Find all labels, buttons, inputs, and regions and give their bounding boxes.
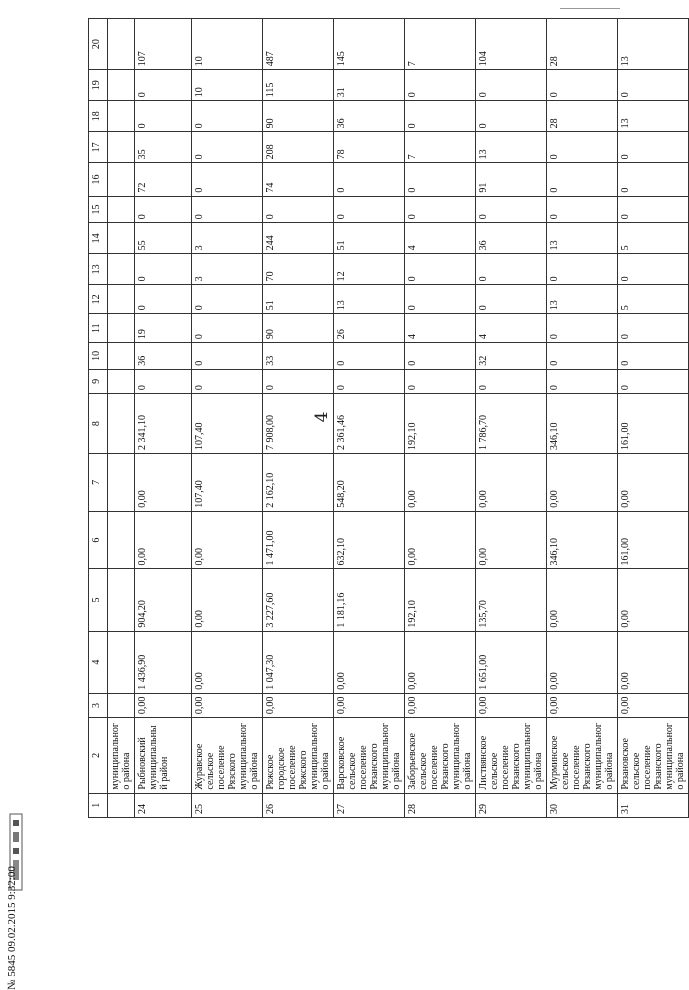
header-cell: 16 — [89, 163, 108, 196]
value-cell: 632,10 — [334, 511, 405, 569]
value-cell: 0,00 — [476, 511, 547, 569]
value-cell: 0 — [547, 70, 618, 101]
value-cell: 0,00 — [547, 631, 618, 693]
header-cell: 13 — [89, 254, 108, 285]
continuation-empty — [108, 511, 135, 569]
value-cell: 0 — [476, 369, 547, 393]
header-cell: 17 — [89, 132, 108, 163]
value-cell: 135,70 — [476, 569, 547, 631]
value-cell: 0 — [192, 196, 263, 223]
value-cell: 0,00 — [547, 693, 618, 717]
value-cell: 115 — [263, 70, 334, 101]
value-cell: 36 — [135, 343, 192, 370]
value-cell: 2 162,10 — [263, 454, 334, 512]
table-row — [135, 19, 192, 818]
continuation-empty — [108, 254, 135, 285]
municipality-name-cell: Варсковское сельское поселение Рязанского муниципального района — [334, 718, 405, 793]
row-number-cell: 24 — [135, 793, 192, 817]
value-cell: 91 — [476, 163, 547, 196]
value-cell: 2 341,10 — [135, 394, 192, 454]
value-cell: 0 — [476, 70, 547, 101]
municipality-name-cell: Журавское сельское поселение Рязского муниципального района — [192, 718, 263, 793]
value-cell: 78 — [334, 132, 405, 163]
table-row — [263, 19, 334, 818]
value-cell: 0,00 — [476, 693, 547, 717]
value-cell: 0 — [192, 369, 263, 393]
value-cell: 107 — [135, 19, 192, 70]
continuation-row — [108, 19, 135, 818]
value-cell: 12 — [334, 254, 405, 285]
continuation-empty — [108, 285, 135, 314]
continuation-empty — [108, 631, 135, 693]
value-cell: 548,20 — [334, 454, 405, 512]
value-cell: 0 — [618, 369, 689, 393]
value-cell: 0 — [405, 101, 476, 132]
value-cell: 26 — [334, 314, 405, 343]
value-cell: 0 — [135, 369, 192, 393]
value-cell: 0,00 — [192, 511, 263, 569]
value-cell: 0 — [405, 285, 476, 314]
municipality-name-cell: Ряжское городское поселение Ряжского муниципального района — [263, 718, 334, 793]
value-cell: 36 — [334, 101, 405, 132]
value-cell: 0,00 — [263, 693, 334, 717]
value-cell: 32 — [476, 343, 547, 370]
continuation-empty — [108, 569, 135, 631]
value-cell: 4 — [476, 314, 547, 343]
header-cell: 20 — [89, 19, 108, 70]
value-cell: 0,00 — [618, 454, 689, 512]
value-cell: 1 436,90 — [135, 631, 192, 693]
continuation-empty — [108, 19, 135, 70]
header-cell: 3 — [89, 693, 108, 717]
continuation-empty — [108, 314, 135, 343]
value-cell: 0 — [405, 254, 476, 285]
value-cell: 0 — [618, 132, 689, 163]
value-cell: 0 — [192, 101, 263, 132]
value-cell: 0 — [618, 314, 689, 343]
value-cell: 36 — [476, 223, 547, 254]
value-cell: 0 — [405, 70, 476, 101]
value-cell: 0 — [192, 163, 263, 196]
continuation-empty — [108, 793, 135, 817]
continuation-empty — [108, 70, 135, 101]
value-cell: 70 — [263, 254, 334, 285]
value-cell: 0 — [135, 196, 192, 223]
value-cell: 0 — [263, 196, 334, 223]
value-cell: 0,00 — [618, 693, 689, 717]
stamp-registration-text: № 5845 09.02.2015 9:32:00 — [6, 866, 18, 990]
value-cell: 0 — [135, 70, 192, 101]
value-cell: 161,00 — [618, 511, 689, 569]
value-cell: 0 — [192, 314, 263, 343]
page-number: 4 — [312, 411, 332, 423]
municipality-name-cell: Мурминское сельское поселение Рязанского муниципального района — [547, 718, 618, 793]
value-cell: 13 — [618, 101, 689, 132]
continuation-empty — [108, 223, 135, 254]
value-cell: 0,00 — [334, 631, 405, 693]
value-cell: 0,00 — [618, 631, 689, 693]
value-cell: 0 — [334, 196, 405, 223]
value-cell: 10 — [192, 19, 263, 70]
value-cell: 31 — [334, 70, 405, 101]
data-table — [88, 18, 689, 818]
value-cell: 0 — [192, 343, 263, 370]
value-cell: 0,00 — [192, 693, 263, 717]
value-cell: 0 — [547, 343, 618, 370]
continuation-empty — [108, 693, 135, 717]
table-row — [192, 19, 263, 818]
value-cell: 0 — [405, 196, 476, 223]
value-cell: 104 — [476, 19, 547, 70]
value-cell: 0 — [192, 285, 263, 314]
value-cell: 0,00 — [135, 693, 192, 717]
value-cell: 0 — [476, 196, 547, 223]
value-cell: 0 — [334, 343, 405, 370]
value-cell: 0 — [135, 285, 192, 314]
value-cell: 0 — [405, 369, 476, 393]
value-cell: 0,00 — [192, 569, 263, 631]
value-cell: 10 — [192, 70, 263, 101]
continuation-empty — [108, 101, 135, 132]
value-cell: 107,40 — [192, 394, 263, 454]
value-cell: 0 — [135, 101, 192, 132]
continuation-empty — [108, 196, 135, 223]
header-cell: 18 — [89, 101, 108, 132]
value-cell: 1 471,00 — [263, 511, 334, 569]
value-cell: 3 — [192, 223, 263, 254]
value-cell: 0,00 — [547, 454, 618, 512]
header-cell: 10 — [89, 343, 108, 370]
value-cell: 0 — [618, 343, 689, 370]
continuation-empty — [108, 132, 135, 163]
value-cell: 0 — [618, 196, 689, 223]
value-cell: 72 — [135, 163, 192, 196]
row-number-cell: 27 — [334, 793, 405, 817]
value-cell: 74 — [263, 163, 334, 196]
table-row — [334, 19, 405, 818]
value-cell: 208 — [263, 132, 334, 163]
continuation-label: муниципального района — [108, 718, 135, 793]
municipality-name-cell: Рыбновский муниципальный район — [135, 718, 192, 793]
value-cell: 904,20 — [135, 569, 192, 631]
header-cell: 5 — [89, 569, 108, 631]
table-row — [476, 19, 547, 818]
value-cell: 51 — [334, 223, 405, 254]
header-cell: 14 — [89, 223, 108, 254]
value-cell: 0,00 — [547, 569, 618, 631]
value-cell: 1 651,00 — [476, 631, 547, 693]
value-cell: 0,00 — [192, 631, 263, 693]
value-cell: 0 — [618, 254, 689, 285]
value-cell: 107,40 — [192, 454, 263, 512]
header-cell: 12 — [89, 285, 108, 314]
value-cell: 19 — [135, 314, 192, 343]
header-cell: 7 — [89, 454, 108, 512]
row-number-cell: 30 — [547, 793, 618, 817]
header-cell: 2 — [89, 718, 108, 793]
header-row — [89, 19, 108, 818]
scan-artifact-line — [560, 8, 620, 9]
value-cell: 0 — [405, 343, 476, 370]
value-cell: 0 — [334, 163, 405, 196]
value-cell: 13 — [618, 19, 689, 70]
value-cell: 0 — [547, 369, 618, 393]
value-cell: 192,10 — [405, 394, 476, 454]
value-cell: 0,00 — [405, 511, 476, 569]
value-cell: 5 — [618, 285, 689, 314]
value-cell: 35 — [135, 132, 192, 163]
value-cell: 0,00 — [405, 631, 476, 693]
value-cell: 13 — [334, 285, 405, 314]
row-number-cell: 26 — [263, 793, 334, 817]
header-cell: 6 — [89, 511, 108, 569]
value-cell: 33 — [263, 343, 334, 370]
value-cell: 0 — [476, 101, 547, 132]
municipality-name-cell: Листвянское сельское поселение Рязанского муниципального района — [476, 718, 547, 793]
value-cell: 13 — [547, 285, 618, 314]
value-cell: 7 908,00 — [263, 394, 334, 454]
value-cell: 28 — [547, 101, 618, 132]
value-cell: 192,10 — [405, 569, 476, 631]
table-row — [618, 19, 689, 818]
value-cell: 244 — [263, 223, 334, 254]
header-cell: 1 — [89, 793, 108, 817]
row-number-cell: 28 — [405, 793, 476, 817]
value-cell: 0 — [476, 254, 547, 285]
value-cell: 0 — [547, 132, 618, 163]
table-row — [405, 19, 476, 818]
value-cell: 0,00 — [135, 511, 192, 569]
value-cell: 0 — [405, 163, 476, 196]
continuation-empty — [108, 343, 135, 370]
table-row — [547, 19, 618, 818]
municipality-name-cell: Заборьевское сельское поселение Рязанского муниципального района — [405, 718, 476, 793]
value-cell: 0 — [618, 163, 689, 196]
value-cell: 0 — [334, 369, 405, 393]
continuation-empty — [108, 394, 135, 454]
value-cell: 3 — [192, 254, 263, 285]
value-cell: 0 — [263, 369, 334, 393]
value-cell: 0 — [618, 70, 689, 101]
municipality-name-cell: Рязановское сельское поселение Рязанского муниципального района — [618, 718, 689, 793]
row-number-cell: 25 — [192, 793, 263, 817]
value-cell: 55 — [135, 223, 192, 254]
value-cell: 346,10 — [547, 511, 618, 569]
value-cell: 487 — [263, 19, 334, 70]
value-cell: 161,00 — [618, 394, 689, 454]
value-cell: 0 — [547, 163, 618, 196]
value-cell: 0 — [547, 196, 618, 223]
value-cell: 7 — [405, 132, 476, 163]
value-cell: 3 227,60 — [263, 569, 334, 631]
continuation-empty — [108, 369, 135, 393]
value-cell: 0 — [547, 254, 618, 285]
value-cell: 0 — [476, 285, 547, 314]
row-number-cell: 31 — [618, 793, 689, 817]
value-cell: 0 — [135, 254, 192, 285]
value-cell: 2 361,46 — [334, 394, 405, 454]
continuation-empty — [108, 163, 135, 196]
header-cell: 8 — [89, 394, 108, 454]
value-cell: 5 — [618, 223, 689, 254]
value-cell: 0,00 — [405, 454, 476, 512]
value-cell: 51 — [263, 285, 334, 314]
value-cell: 90 — [263, 101, 334, 132]
header-cell: 15 — [89, 196, 108, 223]
header-cell: 19 — [89, 70, 108, 101]
value-cell: 1 786,70 — [476, 394, 547, 454]
value-cell: 0,00 — [334, 693, 405, 717]
value-cell: 13 — [547, 223, 618, 254]
value-cell: 90 — [263, 314, 334, 343]
value-cell: 0,00 — [405, 693, 476, 717]
header-cell: 9 — [89, 369, 108, 393]
value-cell: 145 — [334, 19, 405, 70]
value-cell: 1 181,16 — [334, 569, 405, 631]
header-cell: 11 — [89, 314, 108, 343]
value-cell: 1 047,30 — [263, 631, 334, 693]
value-cell: 0 — [192, 132, 263, 163]
rotated-table-wrapper — [88, 18, 686, 818]
value-cell: 13 — [476, 132, 547, 163]
value-cell: 0,00 — [135, 454, 192, 512]
value-cell: 4 — [405, 223, 476, 254]
value-cell: 0,00 — [476, 454, 547, 512]
value-cell: 28 — [547, 19, 618, 70]
value-cell: 346,10 — [547, 394, 618, 454]
continuation-empty — [108, 454, 135, 512]
value-cell: 7 — [405, 19, 476, 70]
row-number-cell: 29 — [476, 793, 547, 817]
value-cell: 0,00 — [618, 569, 689, 631]
value-cell: 0 — [547, 314, 618, 343]
header-cell: 4 — [89, 631, 108, 693]
value-cell: 4 — [405, 314, 476, 343]
